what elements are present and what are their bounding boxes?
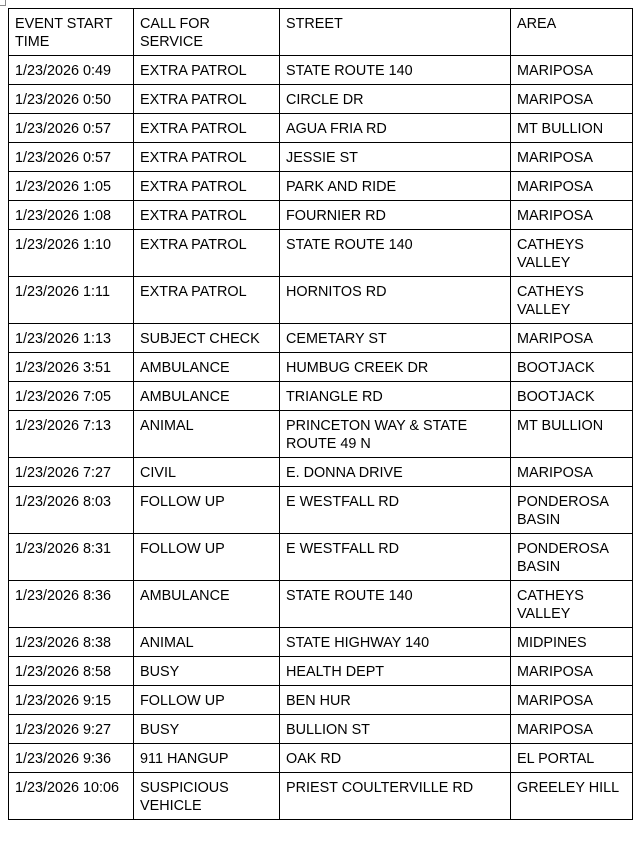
page-corner-mark: [0, 0, 6, 6]
cell-area: CATHEYS VALLEY: [511, 277, 633, 324]
table-row: [9, 143, 633, 172]
cell-area: CATHEYS VALLEY: [511, 581, 633, 628]
cell-street: BEN HUR: [280, 686, 511, 715]
table-row: [9, 581, 633, 628]
cell-street: HUMBUG CREEK DR: [280, 353, 511, 382]
table-row: [9, 56, 633, 85]
cell-call-for-service: EXTRA PATROL: [134, 201, 280, 230]
table-header: [9, 9, 633, 56]
cell-call-for-service: EXTRA PATROL: [134, 85, 280, 114]
cell-event-start-time: 1/23/2026 9:36: [9, 744, 134, 773]
cell-event-start-time: 1/23/2026 1:05: [9, 172, 134, 201]
cell-area: MARIPOSA: [511, 458, 633, 487]
table-row: [9, 324, 633, 353]
cell-event-start-time: 1/23/2026 1:10: [9, 230, 134, 277]
cell-area: MARIPOSA: [511, 657, 633, 686]
cell-call-for-service: FOLLOW UP: [134, 487, 280, 534]
cell-call-for-service: FOLLOW UP: [134, 534, 280, 581]
table-row: [9, 628, 633, 657]
cell-call-for-service: 911 HANGUP: [134, 744, 280, 773]
table-row: [9, 458, 633, 487]
cell-area: PONDEROSA BASIN: [511, 534, 633, 581]
table-row: [9, 382, 633, 411]
cell-area: MARIPOSA: [511, 201, 633, 230]
table-row: [9, 277, 633, 324]
cell-area: BOOTJACK: [511, 353, 633, 382]
table-row: [9, 411, 633, 458]
table-row: [9, 201, 633, 230]
cell-event-start-time: 1/23/2026 9:27: [9, 715, 134, 744]
cell-area: MARIPOSA: [511, 85, 633, 114]
cell-call-for-service: ANIMAL: [134, 628, 280, 657]
cell-street: PARK AND RIDE: [280, 172, 511, 201]
cell-street: BULLION ST: [280, 715, 511, 744]
cell-call-for-service: EXTRA PATROL: [134, 277, 280, 324]
cell-street: HEALTH DEPT: [280, 657, 511, 686]
cell-call-for-service: BUSY: [134, 657, 280, 686]
table-row: [9, 534, 633, 581]
cell-event-start-time: 1/23/2026 10:06: [9, 773, 134, 820]
cell-event-start-time: 1/23/2026 8:03: [9, 487, 134, 534]
cell-event-start-time: 1/23/2026 7:13: [9, 411, 134, 458]
cell-call-for-service: EXTRA PATROL: [134, 230, 280, 277]
cell-call-for-service: BUSY: [134, 715, 280, 744]
table-row: [9, 487, 633, 534]
cell-event-start-time: 1/23/2026 1:08: [9, 201, 134, 230]
cell-area: EL PORTAL: [511, 744, 633, 773]
table-row: [9, 230, 633, 277]
cell-street: STATE ROUTE 140: [280, 581, 511, 628]
cell-event-start-time: 1/23/2026 8:58: [9, 657, 134, 686]
cell-street: JESSIE ST: [280, 143, 511, 172]
table-row: [9, 715, 633, 744]
cell-event-start-time: 1/23/2026 9:15: [9, 686, 134, 715]
table-row: [9, 686, 633, 715]
header-row: [9, 9, 633, 56]
cell-area: CATHEYS VALLEY: [511, 230, 633, 277]
cell-call-for-service: FOLLOW UP: [134, 686, 280, 715]
calls-for-service-table: [8, 8, 633, 820]
cell-call-for-service: AMBULANCE: [134, 382, 280, 411]
header-call-for-service: CALL FOR SERVICE: [134, 9, 280, 56]
cell-area: PONDEROSA BASIN: [511, 487, 633, 534]
table-row: [9, 85, 633, 114]
cell-street: HORNITOS RD: [280, 277, 511, 324]
cell-street: CEMETARY ST: [280, 324, 511, 353]
header-street: STREET: [280, 9, 511, 56]
cell-event-start-time: 1/23/2026 0:49: [9, 56, 134, 85]
header-event-start-time: EVENT START TIME: [9, 9, 134, 56]
cell-event-start-time: 1/23/2026 8:31: [9, 534, 134, 581]
cell-area: MIDPINES: [511, 628, 633, 657]
cell-event-start-time: 1/23/2026 0:57: [9, 143, 134, 172]
cell-street: STATE ROUTE 140: [280, 56, 511, 85]
cell-event-start-time: 1/23/2026 1:13: [9, 324, 134, 353]
cell-street: STATE ROUTE 140: [280, 230, 511, 277]
cell-street: OAK RD: [280, 744, 511, 773]
cell-call-for-service: EXTRA PATROL: [134, 114, 280, 143]
cell-street: E WESTFALL RD: [280, 487, 511, 534]
cell-event-start-time: 1/23/2026 0:57: [9, 114, 134, 143]
cell-street: AGUA FRIA RD: [280, 114, 511, 143]
cell-area: BOOTJACK: [511, 382, 633, 411]
cell-event-start-time: 1/23/2026 7:27: [9, 458, 134, 487]
cell-event-start-time: 1/23/2026 0:50: [9, 85, 134, 114]
table-row: [9, 353, 633, 382]
cell-event-start-time: 1/23/2026 8:38: [9, 628, 134, 657]
cell-area: MARIPOSA: [511, 715, 633, 744]
cell-area: MARIPOSA: [511, 324, 633, 353]
table-row: [9, 744, 633, 773]
cell-call-for-service: CIVIL: [134, 458, 280, 487]
cell-street: PRIEST COULTERVILLE RD: [280, 773, 511, 820]
cell-street: FOURNIER RD: [280, 201, 511, 230]
cell-event-start-time: 1/23/2026 7:05: [9, 382, 134, 411]
cell-street: E WESTFALL RD: [280, 534, 511, 581]
cell-area: MT BULLION: [511, 411, 633, 458]
table-row: [9, 773, 633, 820]
cell-call-for-service: AMBULANCE: [134, 353, 280, 382]
cell-street: TRIANGLE RD: [280, 382, 511, 411]
table-row: [9, 657, 633, 686]
table-row: [9, 172, 633, 201]
cell-street: STATE HIGHWAY 140: [280, 628, 511, 657]
cell-street: CIRCLE DR: [280, 85, 511, 114]
cell-street: PRINCETON WAY & STATE ROUTE 49 N: [280, 411, 511, 458]
cell-call-for-service: AMBULANCE: [134, 581, 280, 628]
cell-call-for-service: EXTRA PATROL: [134, 172, 280, 201]
cell-area: MARIPOSA: [511, 143, 633, 172]
cell-call-for-service: EXTRA PATROL: [134, 143, 280, 172]
header-area: AREA: [511, 9, 633, 56]
cell-event-start-time: 1/23/2026 1:11: [9, 277, 134, 324]
cell-area: MT BULLION: [511, 114, 633, 143]
cell-area: MARIPOSA: [511, 686, 633, 715]
cell-area: MARIPOSA: [511, 172, 633, 201]
cell-street: E. DONNA DRIVE: [280, 458, 511, 487]
cell-event-start-time: 1/23/2026 8:36: [9, 581, 134, 628]
cell-call-for-service: EXTRA PATROL: [134, 56, 280, 85]
cell-area: MARIPOSA: [511, 56, 633, 85]
table-body: [9, 56, 633, 820]
cell-call-for-service: ANIMAL: [134, 411, 280, 458]
cell-event-start-time: 1/23/2026 3:51: [9, 353, 134, 382]
cell-call-for-service: SUBJECT CHECK: [134, 324, 280, 353]
cell-area: GREELEY HILL: [511, 773, 633, 820]
table-row: [9, 114, 633, 143]
cell-call-for-service: SUSPICIOUS VEHICLE: [134, 773, 280, 820]
